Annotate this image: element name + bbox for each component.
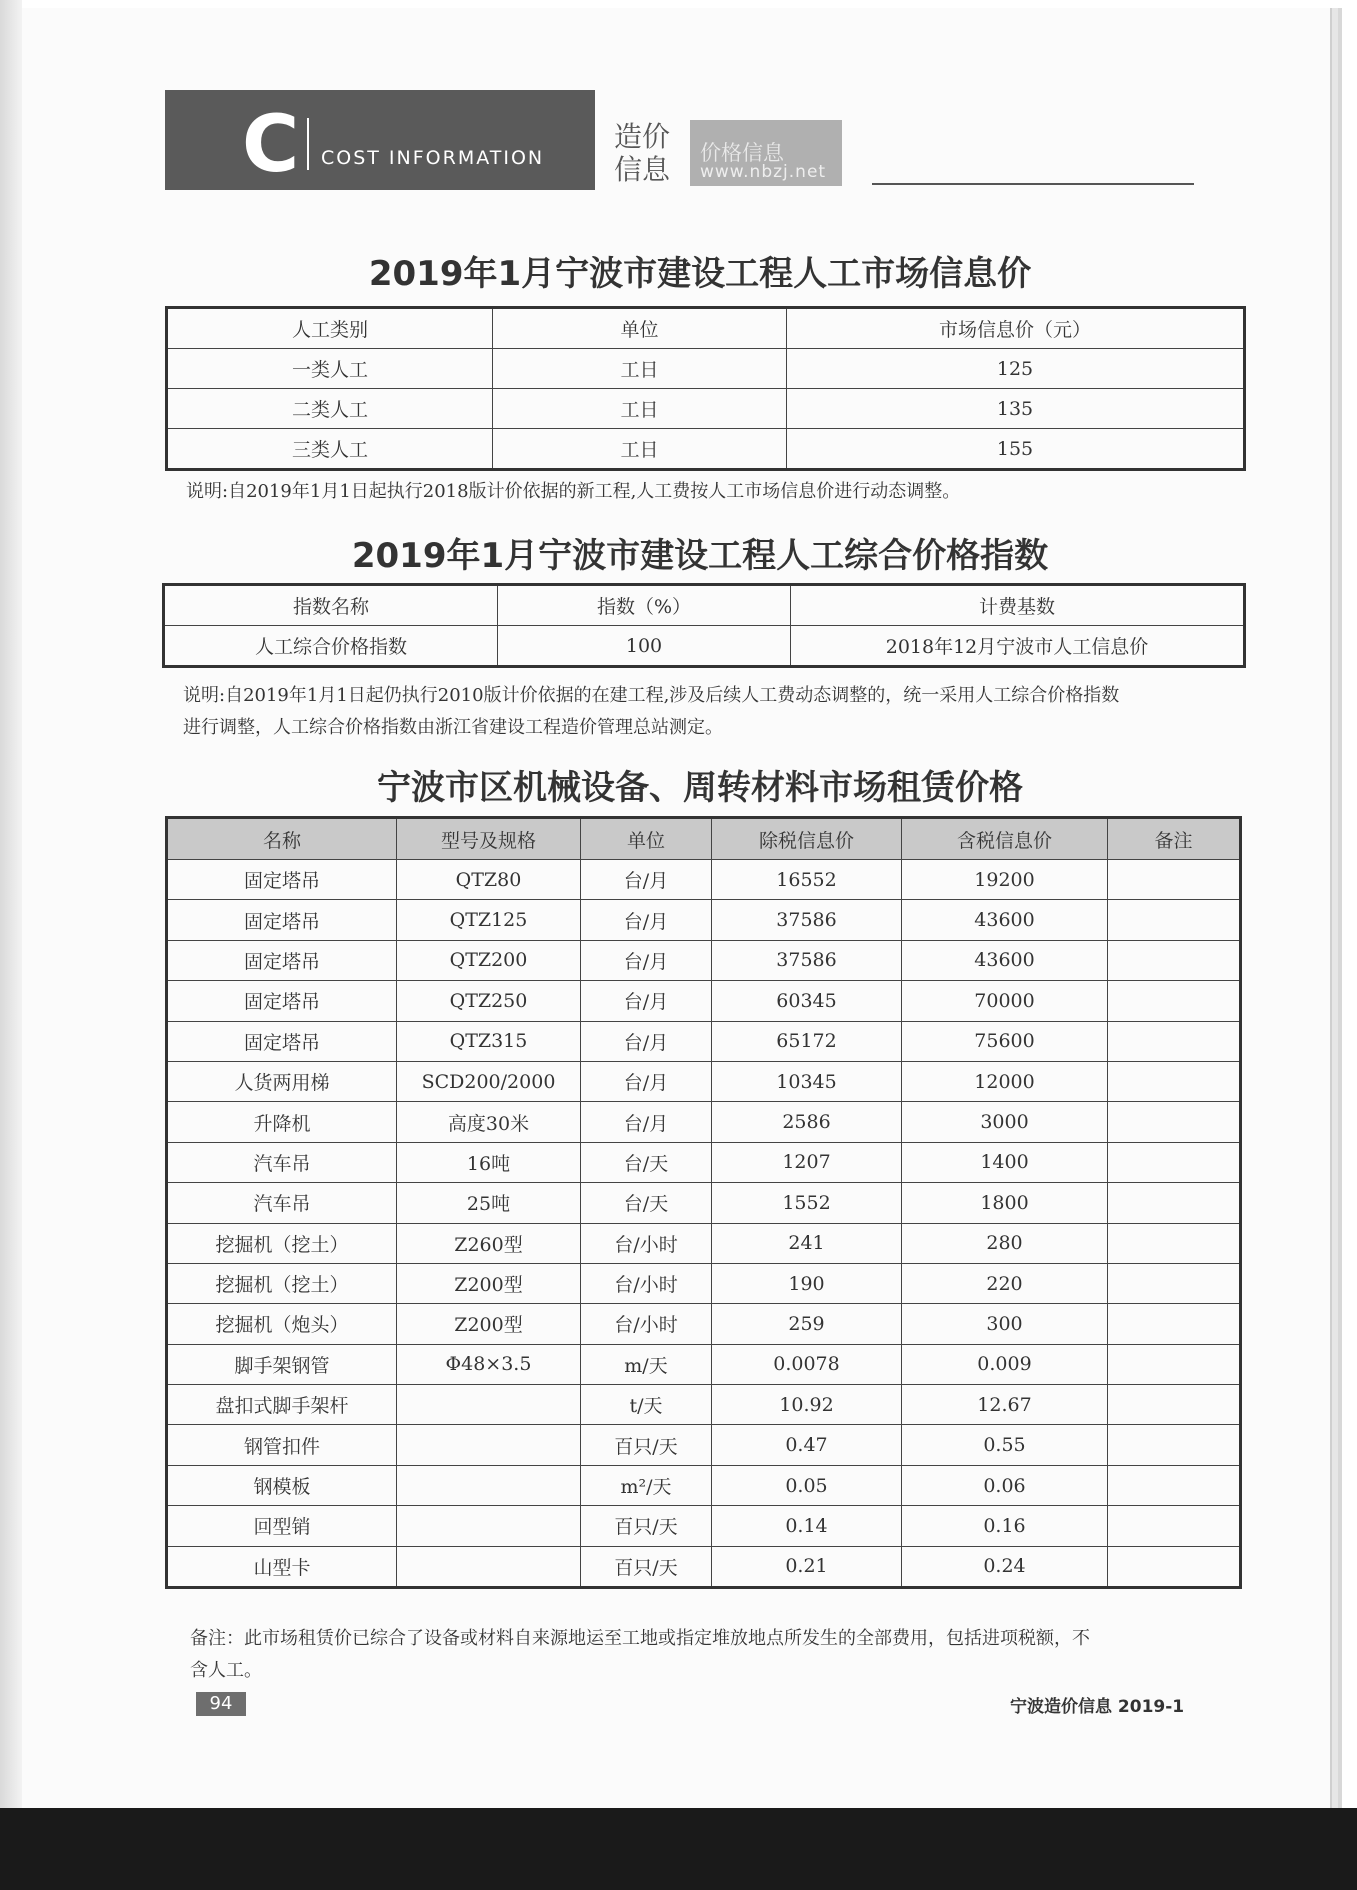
table-cell: 挖掘机（炮头）: [167, 1304, 397, 1344]
table-cell: 10.92: [712, 1385, 902, 1425]
table-cell: 人货两用梯: [167, 1061, 397, 1101]
table-cell: [1108, 1465, 1241, 1505]
table-row: [167, 1223, 1241, 1263]
table-cell: 百只/天: [581, 1425, 712, 1465]
column-label: 造价信息: [613, 120, 670, 186]
table-cell: 155: [787, 429, 1245, 470]
table-row: [167, 1061, 1241, 1101]
table-cell: 固定塔吊: [167, 860, 397, 900]
table-cell: 0.24: [902, 1546, 1108, 1587]
table-cell: [1108, 1546, 1241, 1587]
table-cell: [397, 1506, 581, 1546]
table-cell: 工日: [493, 429, 787, 470]
table-cell: 259: [712, 1304, 902, 1344]
table-cell: 0.21: [712, 1546, 902, 1587]
table-cell: 190: [712, 1263, 902, 1303]
table-row: [167, 1506, 1241, 1546]
table-cell: 钢管扣件: [167, 1425, 397, 1465]
rental-title: 宁波市区机械设备、周转材料市场租赁价格: [377, 768, 1023, 808]
table-header-row: [167, 308, 1245, 349]
table-row: [167, 940, 1241, 980]
table-cell: QTZ200: [397, 940, 581, 980]
table-cell: 70000: [902, 981, 1108, 1021]
table-cell: 三类人工: [167, 429, 493, 470]
table-cell: 3000: [902, 1102, 1108, 1142]
header-banner: [165, 90, 595, 190]
column-header: 指数名称: [164, 585, 498, 626]
table-cell: SCD200/2000: [397, 1061, 581, 1101]
table-cell: [397, 1465, 581, 1505]
rental-note-line2: 含人工。: [190, 1660, 262, 1681]
scan-bottom-band: [0, 1808, 1357, 1890]
table-cell: 高度30米: [397, 1102, 581, 1142]
table-cell: 300: [902, 1304, 1108, 1344]
labor-price-note: 说明:自2019年1月1日起执行2018版计价依据的新工程,人工费按人工市场信息价进行动态调整。: [186, 481, 961, 502]
table-cell: 脚手架钢管: [167, 1344, 397, 1384]
table-cell: 台/月: [581, 981, 712, 1021]
table-cell: 65172: [712, 1021, 902, 1061]
labor-price-table: [165, 306, 1246, 471]
table-cell: [1108, 1061, 1241, 1101]
table-cell: 0.06: [902, 1465, 1108, 1505]
table-cell: Φ48×3.5: [397, 1344, 581, 1384]
column-header: 单位: [581, 818, 712, 860]
table-cell: 挖掘机（挖土）: [167, 1223, 397, 1263]
labor-index-note-line1: 说明:自2019年1月1日起仍执行2010版计价依据的在建工程,涉及后续人工费动态调整的，统一采用人工综合价格指数: [183, 685, 1120, 706]
table-cell: [1108, 1506, 1241, 1546]
table-cell: 10345: [712, 1061, 902, 1101]
table-cell: [1108, 1385, 1241, 1425]
table-cell: Z200型: [397, 1263, 581, 1303]
table-cell: 台/小时: [581, 1263, 712, 1303]
site-url: www.nbzj.net: [700, 162, 827, 182]
table-cell: QTZ250: [397, 981, 581, 1021]
table-cell: 1552: [712, 1183, 902, 1223]
table-cell: [1108, 1304, 1241, 1344]
table-row: [164, 626, 1245, 667]
table-cell: 0.0078: [712, 1344, 902, 1384]
table-cell: Z260型: [397, 1223, 581, 1263]
table-cell: m/天: [581, 1344, 712, 1384]
table-cell: [1108, 1142, 1241, 1182]
table-cell: 0.16: [902, 1506, 1108, 1546]
table-cell: 台/月: [581, 900, 712, 940]
table-cell: 2586: [712, 1102, 902, 1142]
column-header: 含税信息价: [902, 818, 1108, 860]
logo-divider: [307, 118, 309, 170]
table-cell: 升降机: [167, 1102, 397, 1142]
table-cell: 280: [902, 1223, 1108, 1263]
table-cell: 台/天: [581, 1183, 712, 1223]
table-cell: [1108, 1021, 1241, 1061]
table-row: [167, 429, 1245, 470]
column-header: 型号及规格: [397, 818, 581, 860]
table-cell: [1108, 1425, 1241, 1465]
table-row: [167, 1183, 1241, 1223]
column-header: 市场信息价（元）: [787, 308, 1245, 349]
table-cell: 盘扣式脚手架杆: [167, 1385, 397, 1425]
table-row: [167, 1021, 1241, 1061]
table-cell: [1108, 1344, 1241, 1384]
table-cell: 台/月: [581, 860, 712, 900]
table-row: [167, 1425, 1241, 1465]
table-row: [167, 1344, 1241, 1384]
table-cell: 43600: [902, 940, 1108, 980]
labor-index-note-line2: 进行调整，人工综合价格指数由浙江省建设工程造价管理总站测定。: [183, 717, 723, 738]
page-binding-edge: [0, 0, 22, 1808]
table-cell: 12000: [902, 1061, 1108, 1101]
table-cell: Z200型: [397, 1304, 581, 1344]
table-cell: [1108, 981, 1241, 1021]
table-cell: 台/月: [581, 1102, 712, 1142]
column-header: 除税信息价: [712, 818, 902, 860]
column-header: 指数（%）: [498, 585, 791, 626]
table-cell: QTZ80: [397, 860, 581, 900]
table-cell: 1800: [902, 1183, 1108, 1223]
table-cell: 0.14: [712, 1506, 902, 1546]
table-cell: [1108, 1223, 1241, 1263]
table-cell: 1207: [712, 1142, 902, 1182]
table-cell: 钢模板: [167, 1465, 397, 1505]
table-cell: t/天: [581, 1385, 712, 1425]
table-cell: [1108, 940, 1241, 980]
table-row: [167, 981, 1241, 1021]
table-cell: 16吨: [397, 1142, 581, 1182]
table-cell: [1108, 1102, 1241, 1142]
table-cell: 12.67: [902, 1385, 1108, 1425]
table-cell: [397, 1385, 581, 1425]
table-row: [167, 1102, 1241, 1142]
table-cell: 二类人工: [167, 389, 493, 429]
table-cell: 汽车吊: [167, 1142, 397, 1182]
table-row: [167, 1304, 1241, 1344]
table-cell: [1108, 1263, 1241, 1303]
logo-letter: C: [242, 100, 300, 190]
table-cell: 台/天: [581, 1142, 712, 1182]
table-cell: [1108, 860, 1241, 900]
table-cell: 工日: [493, 349, 787, 389]
table-header-row: [167, 818, 1241, 860]
table-cell: 37586: [712, 900, 902, 940]
table-cell: 人工综合价格指数: [164, 626, 498, 667]
table-cell: 0.55: [902, 1425, 1108, 1465]
table-cell: 0.47: [712, 1425, 902, 1465]
table-cell: 一类人工: [167, 349, 493, 389]
table-header-row: [164, 585, 1245, 626]
table-cell: 山型卡: [167, 1546, 397, 1587]
magazine-issue: 宁波造价信息 2019-1: [1010, 1697, 1185, 1717]
table-cell: [1108, 900, 1241, 940]
column-header: 单位: [493, 308, 787, 349]
table-cell: 台/小时: [581, 1304, 712, 1344]
column-header: 备注: [1108, 818, 1241, 860]
column-header: 人工类别: [167, 308, 493, 349]
table-cell: 0.009: [902, 1344, 1108, 1384]
table-cell: 25吨: [397, 1183, 581, 1223]
table-cell: 台/月: [581, 940, 712, 980]
table-cell: 固定塔吊: [167, 981, 397, 1021]
labor-index-table: [162, 583, 1246, 668]
rental-price-table: [165, 816, 1242, 1589]
table-cell: [397, 1546, 581, 1587]
table-cell: 固定塔吊: [167, 940, 397, 980]
table-cell: QTZ315: [397, 1021, 581, 1061]
table-cell: 台/月: [581, 1021, 712, 1061]
table-cell: 台/小时: [581, 1223, 712, 1263]
table-cell: 回型销: [167, 1506, 397, 1546]
rental-note-line1: 备注：此市场租赁价已综合了设备或材料自来源地运至工地或指定堆放地点所发生的全部费用，包括进项税额，不: [190, 1628, 1090, 1649]
table-cell: 1400: [902, 1142, 1108, 1182]
table-row: [167, 1263, 1241, 1303]
header-rule: [872, 183, 1194, 185]
table-cell: m²/天: [581, 1465, 712, 1505]
table-cell: [1108, 1183, 1241, 1223]
table-row: [167, 349, 1245, 389]
table-cell: QTZ125: [397, 900, 581, 940]
table-cell: 0.05: [712, 1465, 902, 1505]
table-cell: 汽车吊: [167, 1183, 397, 1223]
table-cell: 挖掘机（挖土）: [167, 1263, 397, 1303]
table-cell: 19200: [902, 860, 1108, 900]
table-row: [167, 1546, 1241, 1587]
table-row: [167, 1465, 1241, 1505]
table-cell: 100: [498, 626, 791, 667]
table-row: [167, 1142, 1241, 1182]
table-cell: 台/月: [581, 1061, 712, 1101]
table-cell: 135: [787, 389, 1245, 429]
table-cell: 固定塔吊: [167, 900, 397, 940]
table-cell: 固定塔吊: [167, 1021, 397, 1061]
table-row: [167, 1385, 1241, 1425]
table-cell: 2018年12月宁波市人工信息价: [791, 626, 1245, 667]
table-cell: 43600: [902, 900, 1108, 940]
table-row: [167, 900, 1241, 940]
table-row: [167, 389, 1245, 429]
logo-text: COST INFORMATION: [321, 147, 545, 169]
sub-label: 价格信息: [700, 141, 784, 165]
labor-price-title: 2019年1月宁波市建设工程人工市场信息价: [368, 254, 1032, 294]
table-cell: 125: [787, 349, 1245, 389]
table-cell: 16552: [712, 860, 902, 900]
table-row: [167, 860, 1241, 900]
labor-index-title: 2019年1月宁波市建设工程人工综合价格指数: [351, 536, 1049, 576]
page-number: 94: [196, 1692, 246, 1716]
table-cell: 37586: [712, 940, 902, 980]
column-header: 计费基数: [791, 585, 1245, 626]
table-cell: 百只/天: [581, 1506, 712, 1546]
table-cell: 百只/天: [581, 1546, 712, 1587]
table-cell: 220: [902, 1263, 1108, 1303]
column-header: 名称: [167, 818, 397, 860]
table-cell: 75600: [902, 1021, 1108, 1061]
table-cell: 工日: [493, 389, 787, 429]
table-cell: 60345: [712, 981, 902, 1021]
table-cell: 241: [712, 1223, 902, 1263]
table-cell: [397, 1425, 581, 1465]
